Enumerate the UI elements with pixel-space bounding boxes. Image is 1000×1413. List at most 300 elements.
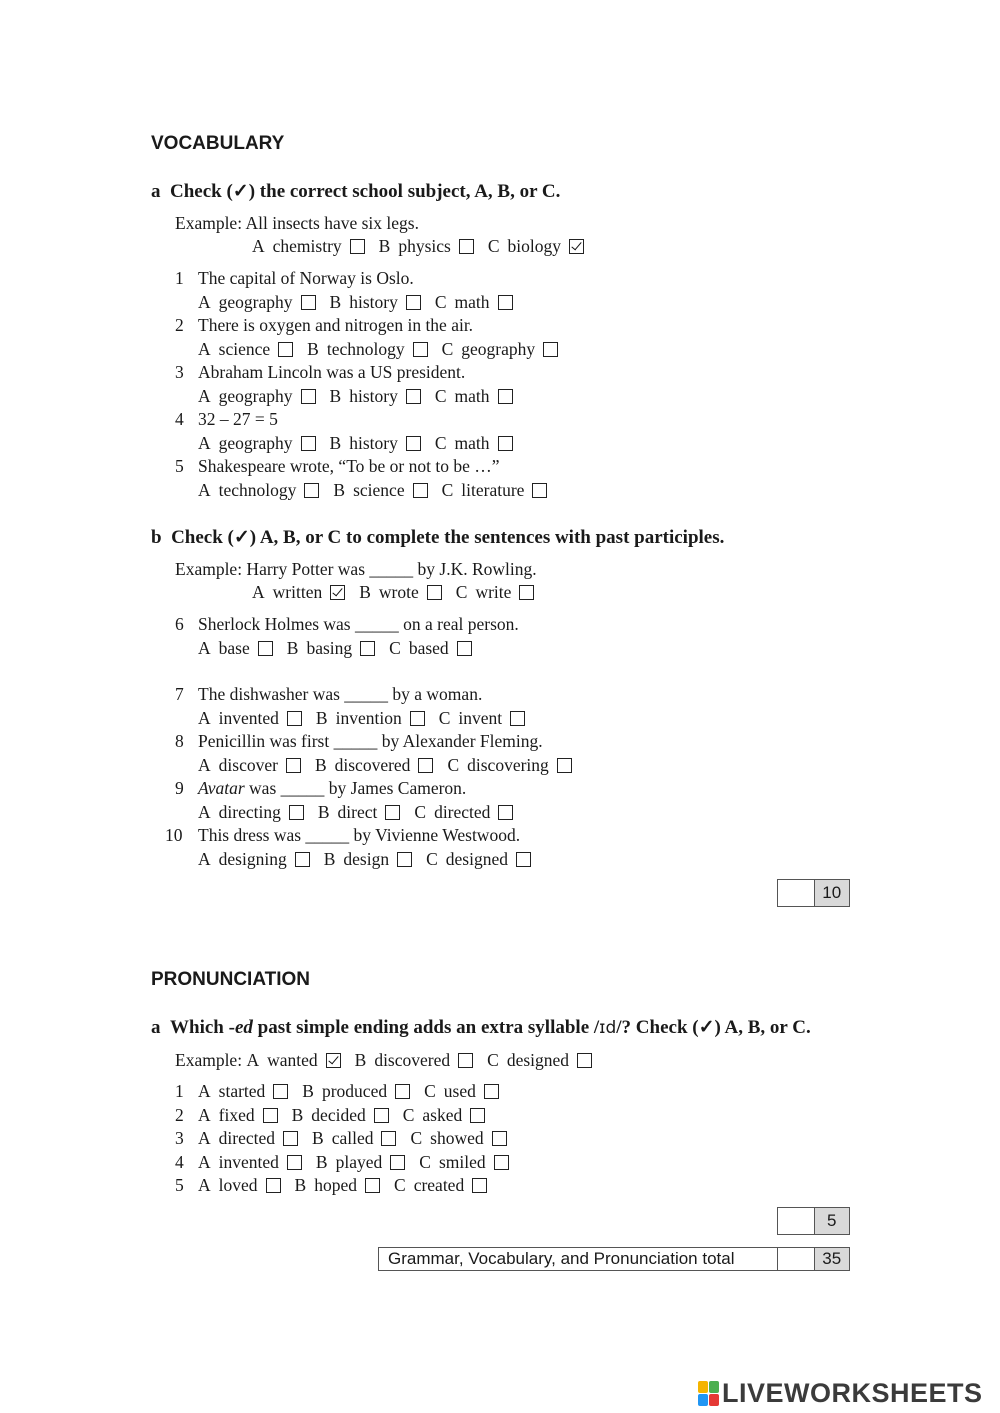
answer-option[interactable] [410,1128,506,1149]
option-text: fixed [218,1104,255,1125]
checkbox[interactable] [395,1084,410,1099]
option-letter: A [198,1104,211,1125]
vocab-part-b-instruction [151,526,724,549]
option-letter: A [198,292,211,312]
checkbox[interactable] [283,1131,298,1146]
answer-option[interactable] [330,386,421,407]
checkbox[interactable] [413,483,428,498]
option-letter: A [198,386,211,406]
options-row [198,1128,521,1149]
option-text: started [218,1081,266,1101]
options-row [198,755,586,776]
option-text: discover [218,755,278,775]
question-number: 6 [175,614,184,634]
vocab-b-example-sentence: Example: Harry Potter was _____ by J.K. Rowling. [175,559,537,579]
option-letter: A [198,339,211,359]
answer-option[interactable] [488,236,584,257]
options-row [198,292,527,313]
checkbox[interactable] [557,758,572,773]
options-row [198,849,545,870]
option-letter: A [198,1151,211,1172]
checkbox[interactable] [498,436,513,451]
answer-option[interactable] [287,638,375,659]
checkbox[interactable] [390,1155,405,1170]
option-letter: B [315,708,328,728]
option-text: chemistry [272,236,342,256]
option-letter: B [307,339,319,359]
part-letter: a [151,1017,161,1038]
answer-option[interactable] [312,1128,396,1149]
option-text: geography [218,433,293,453]
answer-option[interactable] [252,582,345,603]
checkbox[interactable] [516,852,531,867]
option-text: literature [461,480,525,500]
question-number: 3 [175,1128,184,1149]
option-text: discovering [467,755,549,775]
option-text: base [218,638,250,658]
option-text: invention [335,708,402,728]
instruction-mid: past simple ending adds an extra syllable / [252,1017,600,1038]
option-letter: B [317,802,330,822]
question-number: 1 [175,1081,184,1101]
answer-option[interactable] [252,236,365,257]
answer-option[interactable] [302,1081,410,1102]
answer-option[interactable] [198,1081,288,1102]
option-text: asked [422,1104,463,1125]
option-text: design [343,849,390,869]
option-letter: A [198,849,211,869]
option-letter: C [424,1081,436,1101]
option-letter: C [414,802,427,822]
checkbox[interactable] [350,239,365,254]
sentence-text: Sherlock Holmes was _____ on a real person. [198,614,519,634]
question-sentence [198,778,466,799]
question-sentence [198,409,278,430]
sentence-text: was _____ by James Cameron. [244,778,467,798]
sentence-text: 32 – 27 = 5 [198,409,278,429]
vocab-score-box [777,879,850,907]
answer-option[interactable] [324,849,412,870]
answer-option[interactable] [198,708,302,729]
checkbox[interactable] [418,758,433,773]
answer-option[interactable] [435,433,513,454]
logo-mark-icon [698,1381,719,1406]
question-number: 2 [175,1104,184,1125]
answer-option[interactable] [414,802,513,823]
pron-part-a-instruction [151,1016,811,1039]
checkbox[interactable] [301,389,316,404]
option-text: directed [218,1128,275,1149]
options-row [198,386,527,407]
question-number: 1 [175,268,184,288]
checkbox[interactable] [406,389,421,404]
answer-option[interactable] [198,638,273,659]
answer-option[interactable] [424,1081,499,1102]
answer-option[interactable] [198,1105,278,1126]
option-text: science [353,480,405,500]
example-prefix: Example: [175,1050,243,1070]
question-sentence [198,362,465,383]
sentence-text: There is oxygen and nitrogen in the air. [198,315,474,335]
answer-option[interactable] [389,638,472,659]
checkbox[interactable] [519,585,534,600]
option-letter: B [323,849,336,869]
option-letter: B [286,638,299,658]
logo-tile [698,1381,708,1393]
option-text: basing [306,638,353,658]
option-text: technology [218,480,297,500]
option-text: technology [326,339,405,359]
options-row [198,433,527,454]
option-text: showed [430,1128,484,1149]
option-text: invent [458,708,503,728]
option-text: designed [445,849,508,869]
instruction-post: /? Check (✓) A, B, or C. [616,1017,811,1038]
options-row [198,708,539,729]
question-number: 4 [175,409,184,429]
checkbox[interactable] [472,1178,487,1193]
question-number: 5 [175,1175,184,1196]
option-letter: A [198,708,211,728]
option-text: designed [506,1050,570,1070]
options-row [198,802,527,823]
checkbox[interactable] [301,436,316,451]
option-text: called [331,1128,374,1149]
answer-option[interactable] [403,1105,486,1126]
answer-option[interactable] [330,433,421,454]
part-letter: b [151,527,162,548]
logo-text-live: LIVE [722,1378,785,1408]
option-letter: C [441,339,454,359]
option-text: used [443,1081,476,1101]
checkbox[interactable] [286,758,301,773]
option-letter: B [329,386,342,406]
option-text: produced [321,1081,388,1101]
option-text: played [335,1151,383,1172]
option-letter: C [410,1128,423,1149]
total-score-box [777,1247,850,1271]
options-row [198,480,561,501]
option-text: discovered [334,755,411,775]
option-letter: A [198,755,211,775]
answer-option[interactable] [315,755,434,776]
options-row [198,1175,501,1196]
logo-text-worksheets: WORKSHEETS [784,1378,983,1408]
answer-option[interactable] [198,292,316,313]
option-letter: A [198,1081,211,1101]
section-title-vocabulary: VOCABULARY [151,133,285,154]
sentence-text: Shakespeare wrote, “To be or not to be …” [198,456,500,476]
option-text: history [349,386,398,406]
sentence-text: This dress was _____ by Vivienne Westwood. [198,825,521,845]
checkbox[interactable] [532,483,547,498]
option-letter: C [426,849,438,869]
checkbox[interactable] [287,1155,302,1170]
checkbox[interactable] [457,641,472,656]
option-letter: B [354,1050,367,1070]
option-text: biology [507,236,562,256]
question-number: 9 [175,778,184,798]
option-letter: C [394,1175,406,1196]
score-input[interactable] [778,1208,815,1234]
options-row [198,1152,523,1173]
option-text: geography [218,386,293,406]
checkbox[interactable] [374,1108,389,1123]
answer-option[interactable] [198,386,316,407]
vocab-part-a-instruction [151,180,560,203]
instruction-pre: Which - [170,1017,235,1038]
checkbox[interactable] [484,1084,499,1099]
option-letter: A [252,582,265,602]
option-letter: A [198,638,211,658]
question-number: 5 [175,456,184,476]
answer-option[interactable] [394,1175,487,1196]
option-text: decided [311,1104,366,1125]
option-letter: B [312,1128,324,1149]
option-text: science [218,339,271,359]
answer-option[interactable] [435,386,513,407]
option-letter: B [291,1104,304,1125]
option-letter: C [447,755,460,775]
option-letter: A [198,1128,211,1149]
checkbox[interactable] [406,295,421,310]
checkbox[interactable] [385,805,400,820]
score-max: 10 [815,880,850,906]
question-number: 2 [175,315,184,335]
answer-option[interactable] [198,1175,281,1196]
answer-option[interactable] [442,480,548,501]
question-sentence [198,614,519,635]
option-text: math [454,386,490,406]
answer-option[interactable] [456,582,535,603]
sentence-text: Penicillin was first _____ by Alexander Fleming. [198,731,543,751]
checkbox[interactable] [365,1178,380,1193]
question-sentence [198,825,520,846]
checkbox[interactable] [498,805,513,820]
vocab-b-example-options [252,582,548,603]
question-sentence [198,456,500,477]
answer-option[interactable] [447,755,571,776]
option-text: math [454,433,490,453]
checkbox[interactable] [295,852,310,867]
checkbox[interactable] [301,295,316,310]
checkbox[interactable] [413,342,428,357]
option-text: direct [337,802,378,822]
checkbox[interactable] [258,641,273,656]
score-max: 5 [815,1208,850,1234]
option-text: directing [218,802,281,822]
logo-tile [709,1394,719,1406]
answer-option[interactable] [246,1050,340,1071]
vocab-a-example-sentence: Example: All insects have six legs. [175,213,419,233]
option-letter: B [359,582,371,602]
checkbox[interactable] [289,805,304,820]
checkbox[interactable] [543,342,558,357]
answer-option[interactable] [435,292,513,313]
option-text: history [349,433,398,453]
answer-option[interactable] [307,339,427,360]
option-letter: B [314,755,327,775]
checkbox[interactable] [470,1108,485,1123]
pron-example-options [246,1050,606,1070]
option-letter: A [246,1050,260,1070]
answer-option[interactable] [333,480,427,501]
answer-option[interactable] [379,236,474,257]
option-letter: C [419,1151,431,1172]
option-letter: C [438,708,451,728]
part-letter: a [151,181,161,202]
option-text: created [413,1175,465,1196]
checkbox[interactable] [381,1131,396,1146]
question-number: 7 [175,684,184,704]
question-number: 10 [165,825,183,845]
section-title-pronunciation: PRONUNCIATION [151,969,311,990]
option-letter: B [333,480,346,500]
sentence-text: The capital of Norway is Oslo. [198,268,414,288]
answer-option[interactable] [487,1050,592,1071]
answer-option[interactable] [198,802,304,823]
checkbox[interactable] [266,1178,281,1193]
checkbox[interactable] [263,1108,278,1123]
question-sentence [198,315,473,336]
question-number: 8 [175,731,184,751]
option-letter: A [198,480,211,500]
option-letter: C [434,433,447,453]
options-row [198,1081,513,1102]
answer-option[interactable] [419,1152,508,1173]
answer-option[interactable] [426,849,531,870]
options-row [198,1105,499,1126]
question-sentence [198,268,414,289]
checkbox[interactable] [278,342,293,357]
checkbox[interactable] [492,1131,507,1146]
option-text: based [408,638,449,658]
option-text: geography [218,292,293,312]
checkbox[interactable] [498,295,513,310]
checkbox[interactable] [360,641,375,656]
option-letter: A [252,236,265,256]
checked-checkbox[interactable] [330,585,345,600]
options-row [198,339,572,360]
option-text: invented [218,708,279,728]
vocab-a-example-options [252,236,598,257]
option-letter: A [198,802,211,822]
checkbox[interactable] [458,1053,473,1068]
checked-checkbox[interactable] [569,239,584,254]
answer-option[interactable] [316,708,425,729]
answer-option[interactable] [330,292,421,313]
option-letter: A [198,1175,211,1196]
instruction-text: Check (✓) A, B, or C to complete the sentences with past participles. [171,527,725,548]
answer-option[interactable] [439,708,525,729]
option-text: wrote [378,582,419,602]
option-text: math [454,292,490,312]
answer-option[interactable] [198,480,319,501]
italic-title: Avatar [198,778,245,798]
checkbox[interactable] [498,389,513,404]
checkbox[interactable] [577,1053,592,1068]
pron-score-box [777,1207,850,1235]
score-input[interactable] [778,880,815,906]
option-letter: A [198,433,211,453]
option-letter: B [302,1081,314,1101]
checkbox[interactable] [406,436,421,451]
option-text: loved [218,1175,258,1196]
option-text: smiled [438,1151,486,1172]
answer-option[interactable] [359,582,442,603]
total-label: Grammar, Vocabulary, and Pronunciation total [378,1247,778,1271]
option-letter: B [329,433,342,453]
checkbox[interactable] [397,852,412,867]
checkbox[interactable] [427,585,442,600]
option-letter: C [487,1050,499,1070]
answer-option[interactable] [318,802,401,823]
liveworksheets-logo[interactable] [698,1378,983,1409]
option-letter: B [329,292,342,312]
instruction-text: Check (✓) the correct school subject, A, B, or C. [170,181,561,202]
option-text: hoped [314,1175,357,1196]
option-text: discovered [374,1050,451,1070]
option-text: physics [398,236,451,256]
answer-option[interactable] [198,849,310,870]
option-letter: B [315,1151,328,1172]
sentence-text: The dishwasher was _____ by a woman. [198,684,483,704]
option-text: designing [218,849,287,869]
question-number: 4 [175,1151,184,1172]
option-text: invented [218,1151,279,1172]
option-letter: C [389,638,401,658]
answer-option[interactable] [292,1105,389,1126]
answer-option[interactable] [295,1175,380,1196]
answer-option[interactable] [198,1152,302,1173]
options-row [198,638,486,659]
checkbox[interactable] [287,711,302,726]
logo-tile [709,1381,719,1393]
sentence-text: Abraham Lincoln was a US president. [198,362,466,382]
question-sentence [198,731,543,752]
total-score-input[interactable] [778,1248,815,1270]
checkbox[interactable] [510,711,525,726]
answer-option[interactable] [198,1128,298,1149]
option-letter: C [487,236,500,256]
option-letter: C [434,386,447,406]
checked-checkbox[interactable] [326,1053,341,1068]
question-sentence [198,684,482,705]
option-text: geography [461,339,536,359]
checkbox[interactable] [410,711,425,726]
option-letter: C [441,480,454,500]
checkbox[interactable] [304,483,319,498]
option-letter: C [402,1104,415,1125]
option-text: history [349,292,398,312]
option-text: directed [434,802,491,822]
question-number: 3 [175,362,184,382]
option-letter: C [455,582,468,602]
answer-option[interactable] [442,339,559,360]
option-text: wanted [267,1050,318,1070]
option-text: written [272,582,323,602]
checkbox[interactable] [459,239,474,254]
instruction-ed: ed [234,1017,253,1038]
answer-option[interactable] [198,755,301,776]
checkbox[interactable] [494,1155,509,1170]
answer-option[interactable] [198,433,316,454]
answer-option[interactable] [355,1050,474,1071]
option-letter: B [294,1175,307,1196]
answer-option[interactable] [198,339,293,360]
answer-option[interactable] [316,1152,405,1173]
checkbox[interactable] [273,1084,288,1099]
